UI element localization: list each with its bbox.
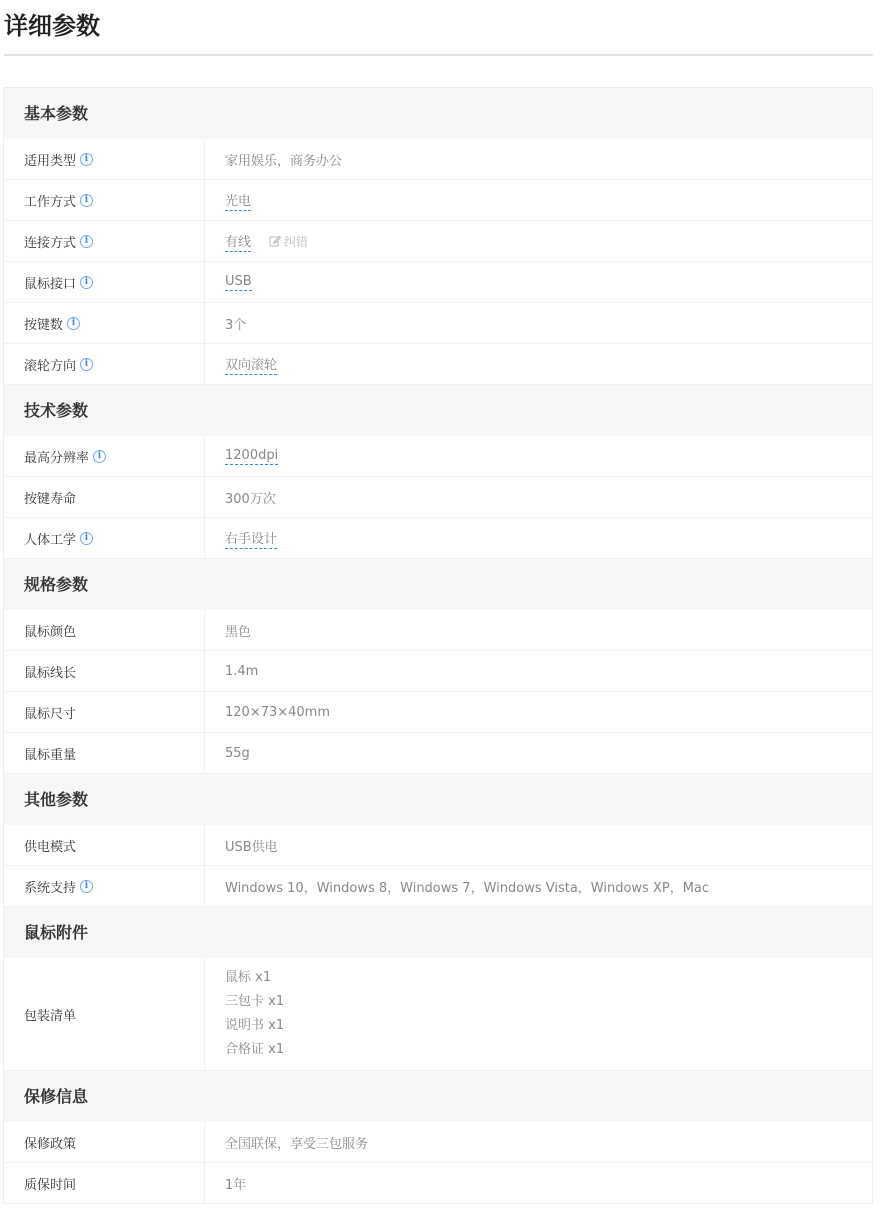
param-row: [4, 518, 872, 559]
param-value: 3个: [225, 317, 247, 333]
param-label: 按键寿命: [24, 491, 77, 507]
info-icon[interactable]: i: [80, 276, 93, 289]
param-value-cell: [205, 139, 872, 179]
param-label: 人体工学: [24, 532, 77, 548]
param-row: [4, 303, 872, 344]
param-label-cell: [4, 1163, 205, 1203]
param-row: [4, 692, 872, 733]
param-row: [4, 139, 872, 180]
package-list-item: 三包卡 x1: [225, 994, 285, 1009]
param-label: 系统支持: [24, 880, 77, 896]
param-label: 鼠标接口: [24, 276, 77, 292]
section-header: 保修信息: [4, 1071, 872, 1122]
param-label-cell: [4, 436, 205, 476]
param-label-cell: [4, 344, 205, 384]
param-row: [4, 477, 872, 518]
param-row: [4, 1163, 872, 1204]
param-value: 1.4m: [225, 663, 259, 679]
info-icon[interactable]: i: [80, 235, 93, 248]
param-value-cell: [205, 518, 872, 558]
param-label-cell: [4, 692, 205, 732]
param-label-cell: [4, 477, 205, 517]
param-value-cell: [205, 303, 872, 343]
param-label: 工作方式: [24, 194, 77, 210]
param-value: 300万次: [225, 491, 276, 507]
param-value-cell: [205, 436, 872, 476]
param-row: [4, 958, 872, 1071]
param-row: [4, 1122, 872, 1163]
param-row: [4, 344, 872, 385]
info-icon[interactable]: i: [80, 153, 93, 166]
param-label-cell: [4, 303, 205, 343]
correct-error-button[interactable]: [269, 233, 308, 250]
param-value-cell: [205, 477, 872, 517]
param-label-cell: [4, 262, 205, 302]
param-value-link[interactable]: 双向滚轮: [225, 354, 277, 375]
param-value-link[interactable]: 有线: [225, 231, 251, 252]
param-value-cell: [205, 262, 872, 302]
info-icon[interactable]: i: [67, 317, 80, 330]
param-row: [4, 436, 872, 477]
param-value-link[interactable]: 1200dpi: [225, 447, 279, 463]
param-label-cell: [4, 651, 205, 691]
param-value-cell: [205, 180, 872, 220]
section-header: 规格参数: [4, 559, 872, 610]
package-list-item: 合格证 x1: [225, 1042, 285, 1057]
param-label: 供电模式: [24, 839, 77, 855]
param-value: 1年: [225, 1177, 247, 1193]
param-value: 黑色: [225, 624, 252, 640]
param-label: 质保时间: [24, 1177, 77, 1193]
param-value-cell: [205, 1163, 872, 1203]
param-value: 120×73×40mm: [225, 704, 331, 720]
param-row: [4, 221, 872, 262]
section-header: 技术参数: [4, 385, 872, 436]
info-icon[interactable]: i: [80, 532, 93, 545]
param-label-cell: [4, 518, 205, 558]
param-label: 连接方式: [24, 235, 77, 251]
info-icon[interactable]: i: [93, 450, 106, 463]
param-label-cell: [4, 221, 205, 261]
param-row: [4, 651, 872, 692]
param-label-cell: [4, 180, 205, 220]
param-label: 鼠标颜色: [24, 624, 77, 640]
param-label: 包装清单: [24, 1008, 77, 1024]
param-label-cell: [4, 1122, 205, 1162]
param-label-cell: [4, 825, 205, 865]
info-icon[interactable]: i: [80, 194, 93, 207]
param-value-cell: [205, 344, 872, 384]
param-value: Windows 10，Windows 8，Windows 7，Windows Vista，Windows XP，Mac: [225, 880, 710, 896]
params-table: [3, 87, 873, 1204]
section-header: 基本参数: [4, 88, 872, 139]
param-value-cell: [205, 733, 872, 773]
param-value: USB供电: [225, 839, 278, 855]
param-label: 鼠标重量: [24, 747, 77, 763]
package-list-item: 鼠标 x1: [225, 970, 272, 985]
param-label-cell: [4, 866, 205, 906]
param-row: [4, 262, 872, 303]
edit-icon: [269, 235, 281, 247]
param-row: [4, 825, 872, 866]
param-row: [4, 733, 872, 774]
param-value-link[interactable]: USB: [225, 273, 252, 289]
param-label-cell: [4, 958, 205, 1070]
param-value-cell: [205, 651, 872, 691]
page-title: 详细参数: [4, 12, 100, 40]
package-list: [225, 966, 284, 1062]
param-row: [4, 610, 872, 651]
param-label: 适用类型: [24, 153, 77, 169]
param-label-cell: [4, 610, 205, 650]
param-value-cell: [205, 610, 872, 650]
param-label: 最高分辨率: [24, 450, 90, 466]
info-icon[interactable]: i: [80, 358, 93, 371]
param-value-link[interactable]: 右手设计: [225, 528, 277, 549]
param-row: [4, 180, 872, 221]
param-value: 55g: [225, 745, 250, 761]
param-label-cell: [4, 139, 205, 179]
info-icon[interactable]: i: [80, 880, 93, 893]
title-divider: [4, 54, 873, 56]
param-value-cell: [205, 221, 872, 261]
param-label: 滚轮方向: [24, 358, 77, 374]
param-value-cell: [205, 825, 872, 865]
param-value-cell: [205, 692, 872, 732]
correct-error-label: 纠错: [284, 234, 309, 249]
param-value-cell: [205, 1122, 872, 1162]
param-value: 全国联保，享受三包服务: [225, 1136, 369, 1152]
param-label: 保修政策: [24, 1136, 77, 1152]
section-header: 鼠标附件: [4, 907, 872, 958]
param-label-cell: [4, 733, 205, 773]
param-value-link[interactable]: 光电: [225, 190, 251, 211]
param-label: 鼠标尺寸: [24, 706, 77, 722]
param-value-cell: [205, 958, 872, 1070]
section-header: 其他参数: [4, 774, 872, 825]
param-label: 按键数: [24, 317, 64, 333]
package-list-item: 说明书 x1: [225, 1018, 285, 1033]
param-value: 家用娱乐，商务办公: [225, 153, 343, 169]
param-row: [4, 866, 872, 907]
param-label: 鼠标线长: [24, 665, 77, 681]
param-value-cell: [205, 866, 872, 906]
